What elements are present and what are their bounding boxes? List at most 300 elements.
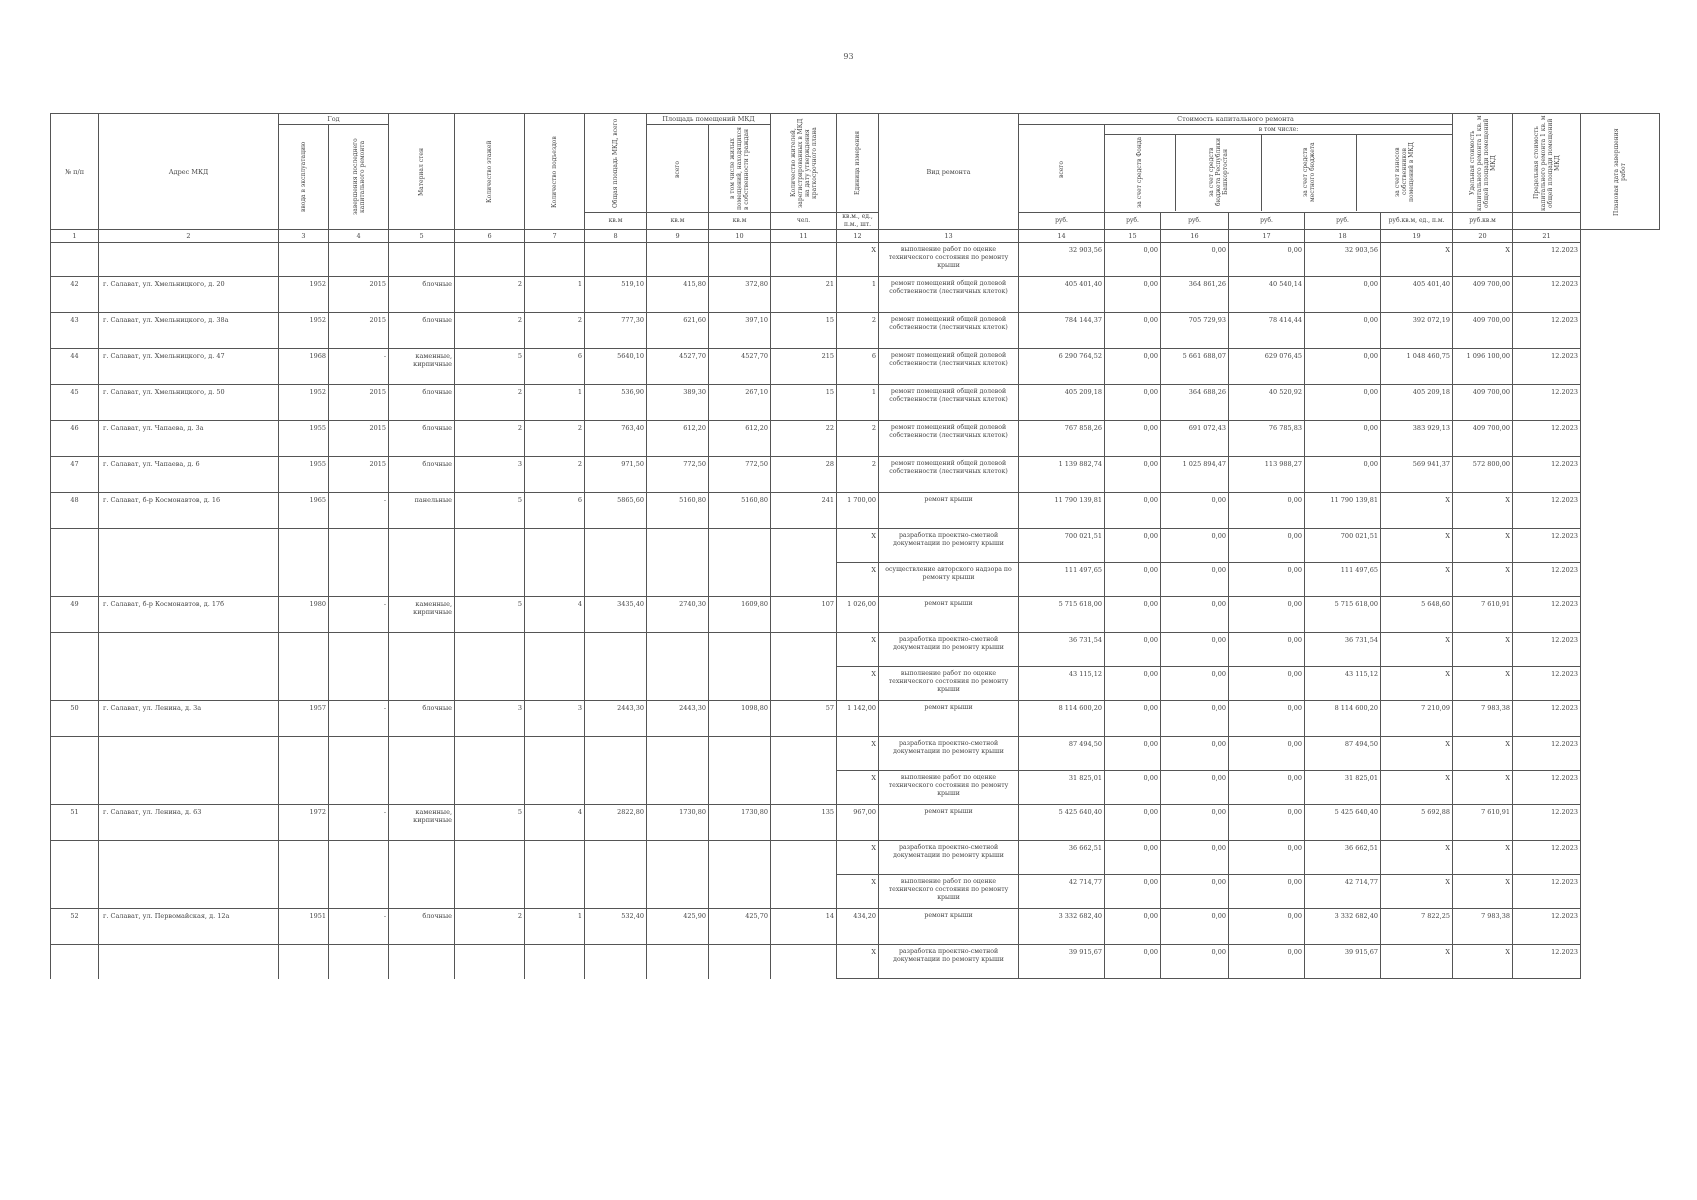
header-no: № п/п (51, 114, 99, 230)
cell-year-commission (279, 633, 329, 667)
cell-row-number: 49 (51, 597, 99, 633)
cell-premises-residential: 612,20 (709, 421, 771, 457)
cell-row-number (51, 667, 99, 701)
cell-wall-material: блочные (389, 909, 455, 945)
cell-max-cost: X (1453, 243, 1513, 277)
cell-premises-residential (709, 529, 771, 563)
cell-wall-material (389, 875, 455, 909)
header-work-type: Вид ремонта (879, 114, 1019, 230)
cell-row-number: 42 (51, 277, 99, 313)
cell-quantity: X (837, 945, 879, 979)
cell-residents (771, 771, 837, 805)
cell-premises-residential: 5160,80 (709, 493, 771, 529)
cell-cost-owners: 8 114 600,20 (1305, 701, 1381, 737)
cell-cost-owners: 42 714,77 (1305, 875, 1381, 909)
cell-work-type: разработка проектно-сметной документации по ремонту крыши (879, 633, 1019, 667)
cell-cost-total: 111 497,65 (1019, 563, 1105, 597)
cell-entrances: 6 (525, 493, 585, 529)
cell-cost-total: 767 858,26 (1019, 421, 1105, 457)
cell-row-number (51, 633, 99, 667)
cell-floors (455, 945, 525, 979)
table-row (51, 349, 1660, 385)
cell-premises-residential (709, 563, 771, 597)
cell-entrances (525, 945, 585, 979)
cell-cost-total: 3 332 682,40 (1019, 909, 1105, 945)
cell-wall-material: блочные (389, 457, 455, 493)
cell-year-last-repair: 2015 (329, 313, 389, 349)
cell-year-last-repair: - (329, 597, 389, 633)
cell-premises-total: 415,80 (647, 277, 709, 313)
cell-cost-owners: 39 915,67 (1305, 945, 1381, 979)
header-unit-cost: Удельная стоимость капитального ремонта 1 кв. м общей площади помещений МКД (1453, 114, 1513, 213)
cell-year-last-repair: - (329, 909, 389, 945)
cell-floors (455, 737, 525, 771)
header-year-group: Год (279, 114, 389, 125)
header-max-cost: Предельная стоимость капитального ремонта 1 кв. м общей площади помещений МКД (1513, 114, 1581, 213)
cell-premises-residential (709, 875, 771, 909)
cell-year-last-repair (329, 771, 389, 805)
cell-unit-cost: 405 401,40 (1381, 277, 1453, 313)
cell-cost-total: 700 021,51 (1019, 529, 1105, 563)
cell-work-type: выполнение работ по оценке технического состояния по ремонту крыши (879, 667, 1019, 701)
cell-deadline: 12.2023 (1513, 805, 1581, 841)
cell-wall-material: каменные, кирпичные (389, 805, 455, 841)
cell-entrances: 6 (525, 349, 585, 385)
cell-cost-local: 0,00 (1229, 493, 1305, 529)
cell-total-area (585, 841, 647, 875)
cell-quantity: X (837, 563, 879, 597)
cell-unit-cost: X (1381, 945, 1453, 979)
cell-entrances (525, 875, 585, 909)
header-premises-total: всего (647, 125, 709, 213)
cell-floors: 5 (455, 805, 525, 841)
cell-deadline: 12.2023 (1513, 385, 1581, 421)
cell-wall-material: блочные (389, 277, 455, 313)
cell-unit-cost: X (1381, 771, 1453, 805)
cell-cost-local: 0,00 (1229, 529, 1305, 563)
cell-premises-total: 772,50 (647, 457, 709, 493)
cell-year-commission: 1952 (279, 385, 329, 421)
cell-work-type: осуществление авторского надзора по ремонту крыши (879, 563, 1019, 597)
cell-cost-republic: 0,00 (1161, 875, 1229, 909)
cell-deadline: 12.2023 (1513, 633, 1581, 667)
cell-floors (455, 667, 525, 701)
cell-floors: 5 (455, 597, 525, 633)
cell-floors: 2 (455, 421, 525, 457)
cell-quantity: 1 142,00 (837, 701, 879, 737)
cell-row-number (51, 875, 99, 909)
cell-premises-residential (709, 243, 771, 277)
cell-cost-local: 40 520,92 (1229, 385, 1305, 421)
capital-repair-table (50, 113, 1660, 979)
cell-entrances: 3 (525, 701, 585, 737)
cell-year-last-repair (329, 633, 389, 667)
cell-unit-cost: 7 822,25 (1381, 909, 1453, 945)
cell-year-last-repair: - (329, 493, 389, 529)
cell-address (99, 667, 279, 701)
table-row (51, 385, 1660, 421)
cell-cost-local: 0,00 (1229, 737, 1305, 771)
cell-cost-fund: 0,00 (1105, 243, 1161, 277)
cell-unit-cost: 392 072,19 (1381, 313, 1453, 349)
cell-max-cost: X (1453, 841, 1513, 875)
cell-cost-total: 42 714,77 (1019, 875, 1105, 909)
cell-max-cost: 409 700,00 (1453, 385, 1513, 421)
cell-address: г. Салават, ул. Хмельницкого, д. 50 (99, 385, 279, 421)
cell-total-area (585, 737, 647, 771)
cell-quantity: X (837, 529, 879, 563)
cell-year-commission (279, 667, 329, 701)
cell-cost-fund: 0,00 (1105, 385, 1161, 421)
cell-cost-local: 40 540,14 (1229, 277, 1305, 313)
cell-cost-republic: 0,00 (1161, 737, 1229, 771)
cell-premises-total: 2443,30 (647, 701, 709, 737)
cell-unit-cost: X (1381, 737, 1453, 771)
cell-year-commission: 1952 (279, 277, 329, 313)
cell-residents (771, 875, 837, 909)
cell-cost-local: 0,00 (1229, 805, 1305, 841)
cell-unit-cost: 383 929,13 (1381, 421, 1453, 457)
column-numbers-row: 1 2 3 4 5 6 7 8 9 10 11 12 13 14 15 16 17 18 19 20 21 (51, 230, 1660, 243)
cell-cost-fund: 0,00 (1105, 841, 1161, 875)
cell-work-type: ремонт крыши (879, 805, 1019, 841)
cell-row-number: 46 (51, 421, 99, 457)
cell-work-type: выполнение работ по оценке технического состояния по ремонту крыши (879, 243, 1019, 277)
cell-unit-cost: 1 048 460,75 (1381, 349, 1453, 385)
cell-cost-republic: 0,00 (1161, 701, 1229, 737)
cell-total-area: 2822,80 (585, 805, 647, 841)
cell-address: г. Салават, ул. Первомайская, д. 12а (99, 909, 279, 945)
cell-max-cost: 7 983,38 (1453, 701, 1513, 737)
cell-year-commission: 1968 (279, 349, 329, 385)
cell-year-last-repair: 2015 (329, 457, 389, 493)
cell-max-cost: 409 700,00 (1453, 421, 1513, 457)
cell-residents: 241 (771, 493, 837, 529)
cell-cost-republic: 0,00 (1161, 909, 1229, 945)
cell-quantity: 2 (837, 313, 879, 349)
cell-max-cost: X (1453, 667, 1513, 701)
cell-cost-local: 113 988,27 (1229, 457, 1305, 493)
cell-cost-local: 0,00 (1229, 701, 1305, 737)
cell-entrances: 2 (525, 457, 585, 493)
cell-deadline: 12.2023 (1513, 875, 1581, 909)
cell-quantity: 6 (837, 349, 879, 385)
cell-floors (455, 841, 525, 875)
cell-cost-owners: 32 903,56 (1305, 243, 1381, 277)
cell-address: г. Салават, ул. Хмельницкого, д. 20 (99, 277, 279, 313)
cell-year-commission: 1952 (279, 313, 329, 349)
cell-entrances: 1 (525, 385, 585, 421)
header-floors: Количество этажей (455, 114, 525, 230)
header-total-area: Общая площадь МКД, всего (585, 114, 647, 213)
cell-cost-owners: 5 715 618,00 (1305, 597, 1381, 633)
cell-work-type: выполнение работ по оценке технического состояния по ремонту крыши (879, 875, 1019, 909)
cell-quantity: X (837, 841, 879, 875)
cell-year-last-repair (329, 667, 389, 701)
cell-year-commission (279, 945, 329, 979)
cell-residents: 107 (771, 597, 837, 633)
cell-year-last-repair: - (329, 349, 389, 385)
cell-premises-total (647, 529, 709, 563)
cell-premises-total (647, 841, 709, 875)
cell-quantity: 1 700,00 (837, 493, 879, 529)
cell-premises-total (647, 563, 709, 597)
cell-entrances: 4 (525, 805, 585, 841)
cell-deadline: 12.2023 (1513, 737, 1581, 771)
cell-wall-material (389, 737, 455, 771)
table-row (51, 313, 1660, 349)
cell-residents (771, 243, 837, 277)
cell-row-number: 50 (51, 701, 99, 737)
cell-cost-republic: 0,00 (1161, 805, 1229, 841)
header-residents: Количество жителей, зарегистрированных в МКД на дату утверждения краткосрочного плана (771, 114, 837, 213)
cell-wall-material (389, 563, 455, 597)
cell-cost-total: 405 209,18 (1019, 385, 1105, 421)
cell-unit-cost: X (1381, 633, 1453, 667)
cell-address (99, 243, 279, 277)
cell-premises-residential (709, 841, 771, 875)
table-row (51, 457, 1660, 493)
cell-residents: 135 (771, 805, 837, 841)
cell-wall-material: блочные (389, 701, 455, 737)
cell-unit-cost: X (1381, 493, 1453, 529)
cell-cost-owners: 36 662,51 (1305, 841, 1381, 875)
cell-cost-owners: 0,00 (1305, 421, 1381, 457)
cell-cost-local: 0,00 (1229, 563, 1305, 597)
cell-deadline: 12.2023 (1513, 457, 1581, 493)
cell-total-area: 536,90 (585, 385, 647, 421)
cell-max-cost: 1 096 100,00 (1453, 349, 1513, 385)
cell-deadline: 12.2023 (1513, 529, 1581, 563)
cell-deadline: 12.2023 (1513, 701, 1581, 737)
cell-cost-fund: 0,00 (1105, 277, 1161, 313)
cell-premises-residential (709, 737, 771, 771)
cell-cost-owners: 0,00 (1305, 457, 1381, 493)
cell-max-cost: 7 610,91 (1453, 805, 1513, 841)
page-number: 93 (843, 52, 854, 61)
cell-cost-fund: 0,00 (1105, 945, 1161, 979)
header-premises-residential: в том числе жилых помещений, находящихся в собственности граждан (709, 125, 771, 213)
cell-row-number (51, 771, 99, 805)
cell-total-area (585, 633, 647, 667)
cell-year-commission (279, 875, 329, 909)
table-subrow (51, 243, 1660, 277)
cell-cost-owners: 0,00 (1305, 313, 1381, 349)
table-subrow (51, 529, 1660, 563)
cell-total-area: 5865,60 (585, 493, 647, 529)
cell-cost-fund: 0,00 (1105, 349, 1161, 385)
cell-floors: 5 (455, 349, 525, 385)
header-cost-owners: за счет взносов собственников помещений в МКД (1394, 142, 1416, 202)
table-subrow (51, 667, 1660, 701)
cell-row-number (51, 243, 99, 277)
cell-year-last-repair: 2015 (329, 385, 389, 421)
cell-year-commission: 1980 (279, 597, 329, 633)
cell-residents: 22 (771, 421, 837, 457)
cell-total-area: 763,40 (585, 421, 647, 457)
cell-entrances: 1 (525, 277, 585, 313)
cell-premises-residential: 397,10 (709, 313, 771, 349)
cell-floors: 2 (455, 313, 525, 349)
cell-residents: 57 (771, 701, 837, 737)
cell-cost-local: 629 076,45 (1229, 349, 1305, 385)
cell-max-cost: X (1453, 737, 1513, 771)
cell-premises-residential: 1609,80 (709, 597, 771, 633)
table-subrow (51, 563, 1660, 597)
cell-max-cost: 409 700,00 (1453, 277, 1513, 313)
table-subrow (51, 875, 1660, 909)
cell-quantity: 967,00 (837, 805, 879, 841)
cell-max-cost: 572 800,00 (1453, 457, 1513, 493)
cell-address: г. Салават, ул. Чапаева, д. 6 (99, 457, 279, 493)
cell-row-number: 48 (51, 493, 99, 529)
table-row (51, 701, 1660, 737)
cell-wall-material: каменные, кирпичные (389, 597, 455, 633)
header-year-last-repair: завершения последнего капитального ремонта (329, 125, 389, 230)
cell-work-type: ремонт крыши (879, 493, 1019, 529)
cell-premises-total (647, 945, 709, 979)
header-cost-group: Стоимость капитального ремонта (1019, 114, 1453, 125)
cell-residents: 15 (771, 385, 837, 421)
table-subrow (51, 945, 1660, 979)
cell-premises-total (647, 771, 709, 805)
cell-cost-owners: 31 825,01 (1305, 771, 1381, 805)
cell-residents (771, 563, 837, 597)
cell-cost-local: 0,00 (1229, 597, 1305, 633)
cell-work-type: ремонт помещений общей долевой собственности (лестничных клеток) (879, 313, 1019, 349)
cell-work-type: ремонт помещений общей долевой собственности (лестничных клеток) (879, 385, 1019, 421)
cell-row-number (51, 563, 99, 597)
cell-row-number: 47 (51, 457, 99, 493)
cell-total-area (585, 529, 647, 563)
cell-cost-total: 31 825,01 (1019, 771, 1105, 805)
cell-cost-owners: 0,00 (1305, 349, 1381, 385)
cell-cost-total: 8 114 600,20 (1019, 701, 1105, 737)
cell-year-commission (279, 563, 329, 597)
table-row (51, 909, 1660, 945)
cell-address: г. Салават, ул. Хмельницкого, д. 38а (99, 313, 279, 349)
cell-work-type: разработка проектно-сметной документации по ремонту крыши (879, 945, 1019, 979)
cell-deadline: 12.2023 (1513, 277, 1581, 313)
header-address: Адрес МКД (99, 114, 279, 230)
cell-residents: 215 (771, 349, 837, 385)
cell-wall-material (389, 243, 455, 277)
cell-max-cost: 7 610,91 (1453, 597, 1513, 633)
cell-work-type: ремонт помещений общей долевой собственности (лестничных клеток) (879, 457, 1019, 493)
cell-quantity: 434,20 (837, 909, 879, 945)
cell-row-number: 52 (51, 909, 99, 945)
cell-unit-cost: X (1381, 243, 1453, 277)
cell-deadline: 12.2023 (1513, 313, 1581, 349)
cell-max-cost: 7 983,38 (1453, 909, 1513, 945)
cell-address: г. Салават, б-р Космонавтов, д. 17б (99, 597, 279, 633)
cell-total-area (585, 563, 647, 597)
cell-year-commission: 1957 (279, 701, 329, 737)
cell-premises-total: 2740,30 (647, 597, 709, 633)
table-row (51, 805, 1660, 841)
cell-cost-owners: 0,00 (1305, 385, 1381, 421)
table-subrow (51, 737, 1660, 771)
table-subrow (51, 841, 1660, 875)
cell-premises-residential (709, 667, 771, 701)
cell-wall-material: блочные (389, 385, 455, 421)
cell-max-cost: X (1453, 771, 1513, 805)
cell-cost-fund: 0,00 (1105, 633, 1161, 667)
cell-total-area: 2443,30 (585, 701, 647, 737)
cell-unit-cost: 5 648,60 (1381, 597, 1453, 633)
cell-total-area: 971,50 (585, 457, 647, 493)
table-row (51, 597, 1660, 633)
cell-unit-cost: 569 941,37 (1381, 457, 1453, 493)
cell-cost-republic: 364 861,26 (1161, 277, 1229, 313)
cell-premises-residential: 267,10 (709, 385, 771, 421)
cell-cost-fund: 0,00 (1105, 529, 1161, 563)
cell-address (99, 875, 279, 909)
cell-unit-cost: X (1381, 563, 1453, 597)
header-cost-local: за счет средств местного бюджета (1262, 135, 1358, 211)
table-row (51, 421, 1660, 457)
cell-premises-total (647, 633, 709, 667)
cell-max-cost: X (1453, 493, 1513, 529)
cell-deadline: 12.2023 (1513, 563, 1581, 597)
cell-row-number (51, 529, 99, 563)
cell-entrances (525, 667, 585, 701)
cell-unit-cost: 405 209,18 (1381, 385, 1453, 421)
cell-year-last-repair (329, 563, 389, 597)
cell-row-number: 44 (51, 349, 99, 385)
cell-work-type: ремонт помещений общей долевой собственности (лестничных клеток) (879, 277, 1019, 313)
cell-cost-republic: 364 688,26 (1161, 385, 1229, 421)
cell-cost-fund: 0,00 (1105, 701, 1161, 737)
cell-year-commission (279, 771, 329, 805)
cell-address: г. Салават, ул. Ленина, д. 3а (99, 701, 279, 737)
cell-cost-fund: 0,00 (1105, 421, 1161, 457)
cell-work-type: разработка проектно-сметной документации по ремонту крыши (879, 841, 1019, 875)
cell-cost-local: 0,00 (1229, 771, 1305, 805)
cell-entrances (525, 633, 585, 667)
cell-total-area: 532,40 (585, 909, 647, 945)
cell-premises-total: 425,90 (647, 909, 709, 945)
cell-premises-total: 612,20 (647, 421, 709, 457)
cell-address (99, 841, 279, 875)
header-wall-material: Материал стен (389, 114, 455, 230)
cell-year-last-repair: 2015 (329, 421, 389, 457)
cell-premises-residential (709, 633, 771, 667)
cell-address (99, 529, 279, 563)
cell-deadline: 12.2023 (1513, 841, 1581, 875)
cell-address (99, 771, 279, 805)
cell-total-area (585, 771, 647, 805)
cell-row-number (51, 841, 99, 875)
cell-premises-total: 5160,80 (647, 493, 709, 529)
cell-cost-republic: 0,00 (1161, 529, 1229, 563)
cell-cost-fund: 0,00 (1105, 771, 1161, 805)
cell-cost-local: 0,00 (1229, 243, 1305, 277)
header-cost-breakdown: в том числе: за счет средств Фонда за счет средств бюджета Республики Башкортостан за счет средств местного бюджета за счет взносов собственников помещений в МКД (1105, 125, 1453, 213)
cell-year-commission: 1951 (279, 909, 329, 945)
cell-residents: 21 (771, 277, 837, 313)
cell-wall-material (389, 633, 455, 667)
cell-residents (771, 945, 837, 979)
cell-year-last-repair: - (329, 805, 389, 841)
cell-quantity: X (837, 737, 879, 771)
cell-year-commission: 1965 (279, 493, 329, 529)
cell-year-last-repair (329, 529, 389, 563)
cell-address (99, 563, 279, 597)
cell-floors (455, 633, 525, 667)
cell-work-type: выполнение работ по оценке технического состояния по ремонту крыши (879, 771, 1019, 805)
cell-cost-owners: 87 494,50 (1305, 737, 1381, 771)
